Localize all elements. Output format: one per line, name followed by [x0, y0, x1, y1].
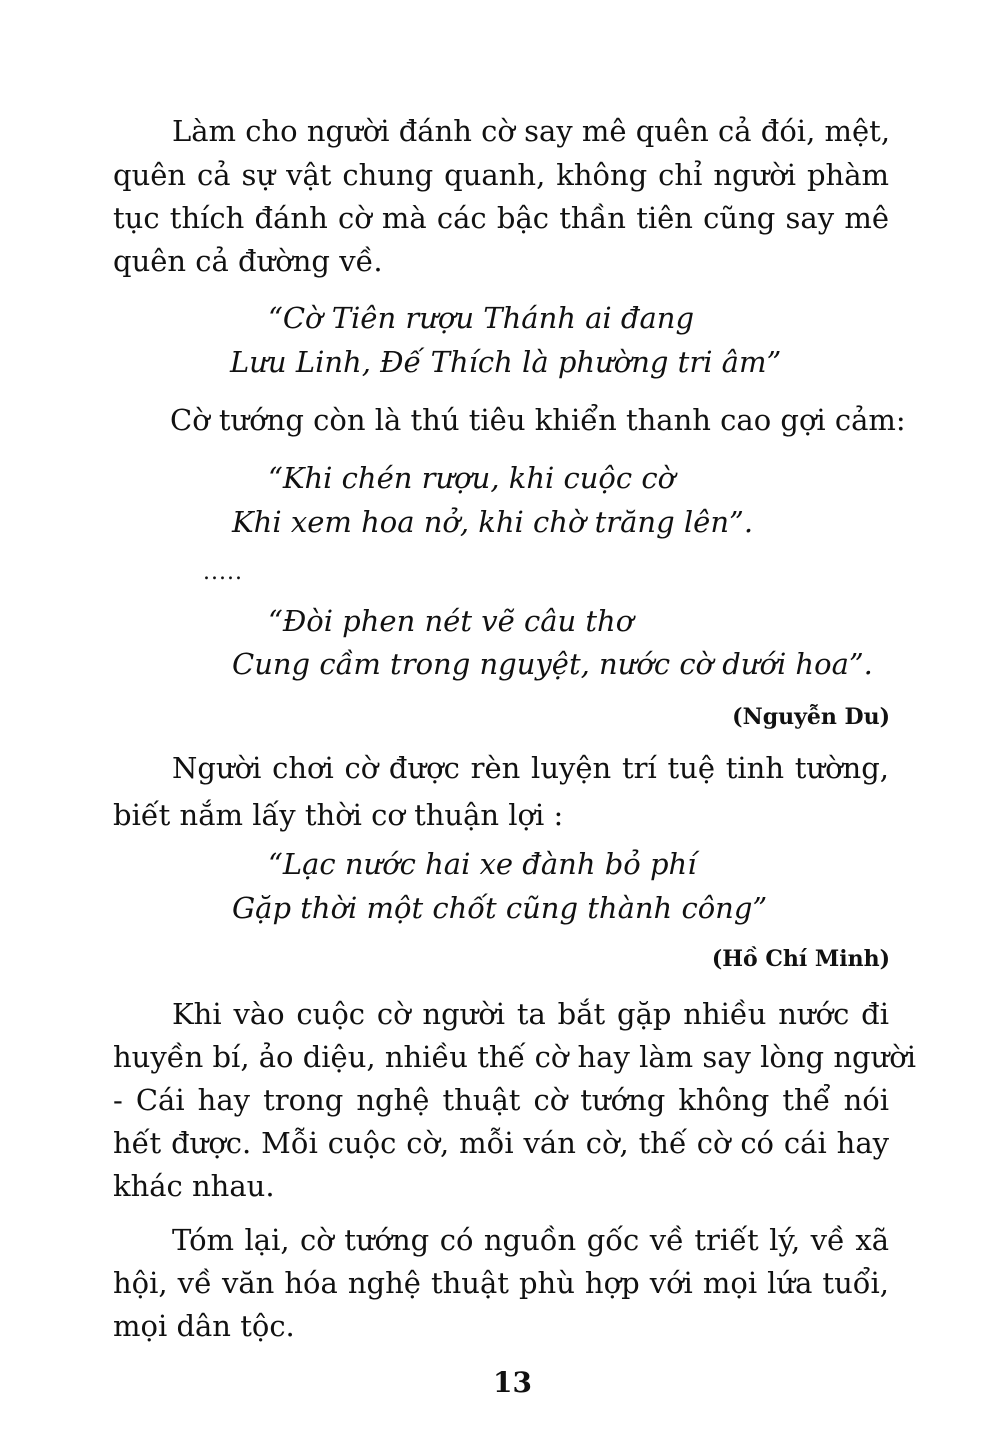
- text-line: quên cả đường về.: [113, 244, 383, 278]
- text-line: Người chơi cờ được rèn luyện trí tuệ tinh tường,: [172, 751, 889, 785]
- poem-line: “Đòi phen nét vẽ câu thơ: [268, 604, 634, 638]
- text-line: hết được. Mỗi cuộc cờ, mỗi ván cờ, thế cờ có cái hay: [113, 1126, 889, 1160]
- attribution: (Hồ Chí Minh): [711, 946, 890, 972]
- paragraph: Cờ tướng còn là thú tiêu khiển thanh cao gợi cảm:: [170, 403, 906, 437]
- ellipsis: .....: [203, 560, 243, 585]
- text-line: quên cả sự vật chung quanh, không chỉ người phàm: [113, 158, 889, 192]
- poem-line: Cung cầm trong nguyệt, nước cờ dưới hoa”.: [232, 647, 873, 681]
- poem-line: Lưu Linh, Đế Thích là phường tri âm”: [230, 345, 782, 379]
- text-line: - Cái hay trong nghệ thuật cờ tướng không thể nói: [113, 1083, 889, 1117]
- poem-line: Gặp thời một chốt cũng thành công”: [232, 891, 768, 925]
- poem-line: “Cờ Tiên rượu Thánh ai đang: [268, 301, 695, 335]
- page-number: 13: [493, 1366, 532, 1399]
- text-line: tục thích đánh cờ mà các bậc thần tiên cũng say mê: [113, 201, 889, 235]
- text-line: hội, về văn hóa nghệ thuật phù hợp với mọi lứa tuổi,: [113, 1266, 889, 1300]
- text-line: khác nhau.: [113, 1169, 275, 1203]
- text-line: biết nắm lấy thời cơ thuận lợi :: [113, 798, 564, 832]
- text-line: Khi vào cuộc cờ người ta bắt gặp nhiều nước đi: [172, 997, 889, 1031]
- text-line: Tóm lại, cờ tướng có nguồn gốc về triết lý, về xã: [172, 1223, 889, 1257]
- poem-line: “Lạc nước hai xe đành bỏ phí: [268, 847, 697, 881]
- attribution: (Nguyễn Du): [732, 704, 890, 730]
- text-line: mọi dân tộc.: [113, 1309, 295, 1343]
- text-line: huyền bí, ảo diệu, nhiều thế cờ hay làm say lòng người: [113, 1040, 916, 1074]
- text-line: Làm cho người đánh cờ say mê quên cả đói, mệt,: [172, 114, 891, 148]
- poem-line: Khi xem hoa nở, khi chờ trăng lên”.: [232, 505, 754, 539]
- poem-line: “Khi chén rượu, khi cuộc cờ: [268, 461, 676, 495]
